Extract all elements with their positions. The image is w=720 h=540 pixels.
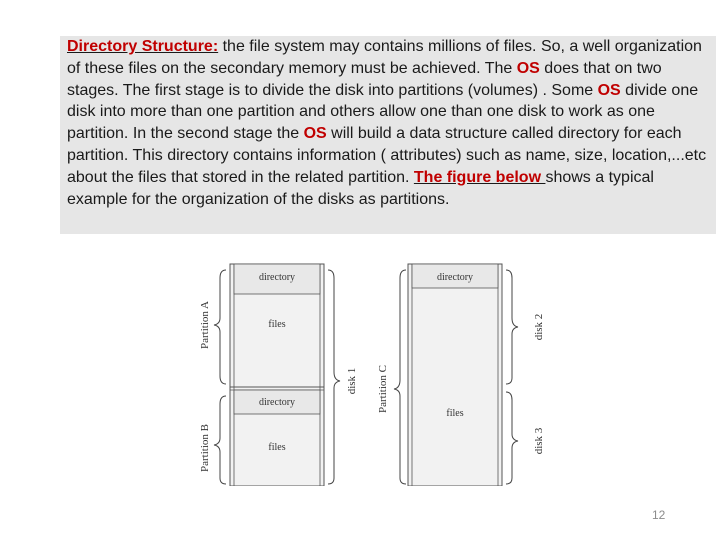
disk-1-brace [328,270,340,484]
heading-directory-structure: Directory Structure: [67,38,219,55]
paragraph-text: will build a data structure called directory for each partition. This directory contains information ( attributes) such as name, size, location,...etc about the files that stored in the related partition. [67,125,707,186]
right-disk [408,264,502,486]
os-term: OS [303,125,327,143]
partition-b-directory-label: directory [258,397,296,408]
partition-c-files-label: files [446,408,464,419]
os-term: OS [516,59,540,77]
partition-a-brace [214,270,226,384]
disk-2-label: disk 2 [533,313,545,341]
partition-c-label: Partition C [377,365,389,413]
partition-b-brace [214,396,226,484]
partition-c-directory-label: directory [436,272,474,283]
left-disk [230,264,324,486]
partition-a-directory-label: directory [258,272,296,283]
paragraph-text: does that on two stages. The first stage is to divide the disk into partitions (volumes) . Some [67,59,662,99]
right-disk-outline [408,264,502,486]
partition-b-label: Partition B [199,424,211,472]
slide-number: 12 [652,508,666,522]
os-term: OS [597,81,621,99]
paragraph-text: shows a typical example for the organization of the disks as partitions. [67,168,654,208]
partition-b-files-label: files [268,442,286,453]
disk-2-brace [506,270,518,384]
partition-c-brace [394,270,406,484]
paragraph-text: divide one disk into more than one partition and others allow one than one disk to work as one partition. In the second stage the [67,81,699,143]
disk-partition-figure [190,256,560,486]
text-box [60,36,716,234]
partition-a-label: Partition A [199,301,211,349]
paragraph-text: the file system may contains millions of files. So, a well organization of these files on the secondary memory must be achieved. The [67,38,702,77]
disk-1-label: disk 1 [346,367,358,395]
figure-reference: The figure below [413,168,546,186]
partition-a-files-label: files [268,319,286,330]
disk-3-label: disk 3 [533,427,545,455]
disk-3-brace [506,392,518,484]
